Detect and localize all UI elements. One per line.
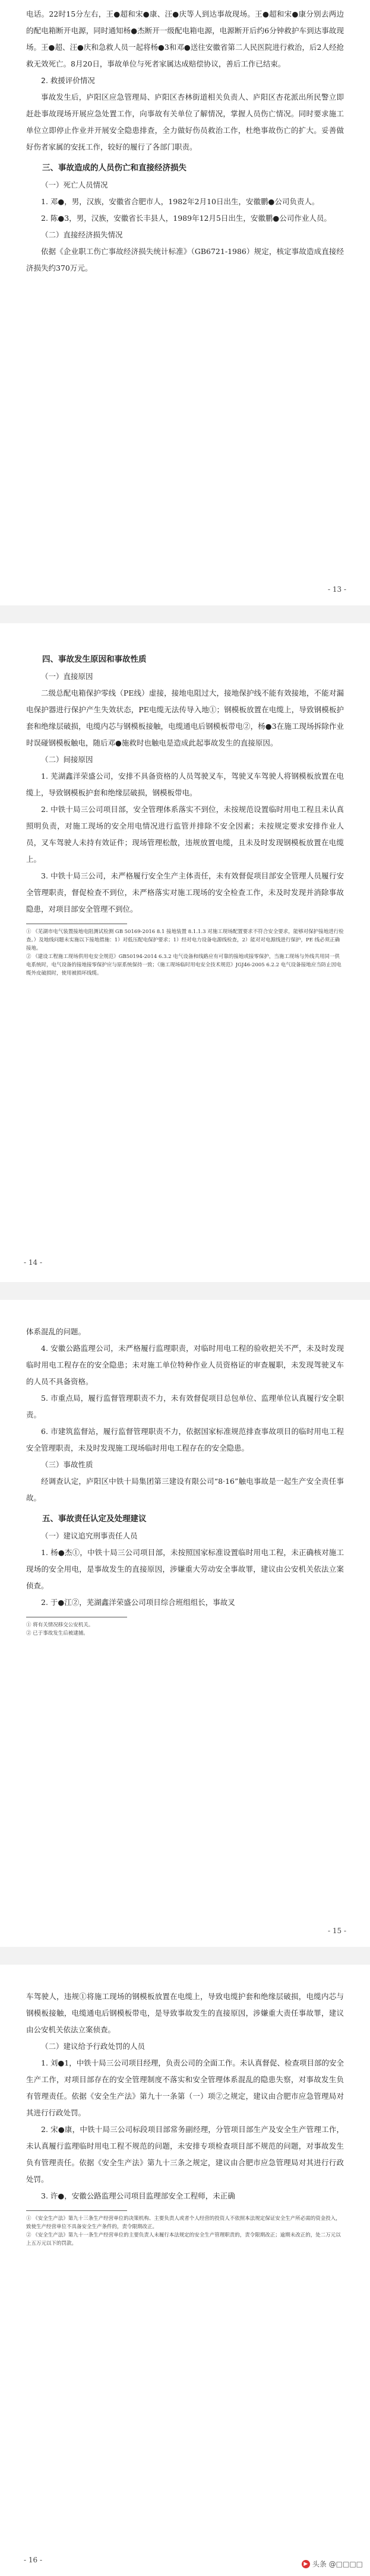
- paragraph: 2. 中铁十局三公司项目部，安全管理体系落实不到位，未按规范设置临时用电工程且未认真照明负责，对施工现场的安全用电情况进行监管并排除不安全因素；未按规定要求安排作业人员，叉车驾驶人未持有效证件；现场管理松散，违规放置电缆，且未及时发现钢模板放置在电缆上。: [26, 805, 344, 864]
- subsection-heading: （三）事故性质: [41, 1460, 93, 1469]
- paragraph: 事故发生后，庐阳区应急管理局、庐阳区杏林街道相关负责人、庐阳区杏花派出所民警立即赶赴事故现场开展应急处置工作，向事故有关单位了解情况，掌握人员伤亡情况。同时要求施工单位立即停止作业并开展安全隐患排查，全力做好伤员救治工作，杜绝事故伤亡的扩大。妥善做好伤者家属的安抚工作，较好的履行了各部门职责。: [26, 93, 344, 151]
- watermark-text: 头条 @□□□□: [312, 2560, 363, 2568]
- footnote: ② 已于事故发生后被逮捕。: [26, 1630, 88, 1636]
- paragraph: 经调查认定，庐阳区中铁十局集团第三建设有限公司“8·16”触电事故是一起生产安全责任事故。: [26, 1477, 344, 1502]
- section-heading: 2. 救援评价情况: [41, 76, 95, 85]
- subsection-heading: （一）死亡人员情况: [41, 180, 108, 189]
- page-separator: [0, 1947, 370, 1965]
- document-page-14: [0, 623, 370, 1282]
- paragraph: 1. 芜湖鑫洋荣盛公司，安排不具备资格的人员驾驶叉车，驾驶叉车驾驶人将钢模板放置在电缆上，导致钢模板护套和绝缘层破损，钢模板带电。: [26, 772, 344, 797]
- paragraph: 2. 宋●康，中铁十局三公司标段项目部常务副经理，分管项目部生产及安全生产管理工作，未认真履行监理临时用电工程不规范的问题，未安排专项检查项目部不规范的问题，对事故发生负有管理责任。依据《安全生产法》第九十三条之规定，建议由合肥市应急管理局对其进行行政处罚。: [26, 2125, 344, 2184]
- paragraph: 4. 安徽公路监理公司，未严格履行监理职责，对临时用电工程的验收把关不严，未及时发现临时用电工程存在的安全隐患；未对施工单位特种作业人员资格证的审查履职，未发现驾驶叉车的人员不具备资格。: [26, 1344, 344, 1386]
- page-separator: [0, 1282, 370, 1300]
- page-number: - 13 -: [327, 585, 346, 594]
- footnote: ① 《芜湖市电气装置接地电阻测试检测 GB 50169-2016 8.1 接地装置 8.1.1.3 对施工现场配置要求不符合安全要求，能够对保护接地进行检查。）及地线问题未实施以下接地措施：1）对低压配电保护要求；1）经对电力设备电源线检查，2）能对对电源线进行保护，PE 线必须正确接地。: [26, 929, 344, 951]
- document-page-13: [0, 0, 370, 605]
- page-separator: [0, 605, 370, 623]
- watermark: [302, 2559, 363, 2569]
- page-number: - 14 -: [24, 1258, 43, 1267]
- footnote: ① 将有关情况移交公安机关。: [26, 1622, 94, 1628]
- section-title: 四、事故发生原因和事故性质: [42, 655, 147, 664]
- paragraph: 电话。22时15分左右，王●超和宋●康、汪●庆等人到达事故现场。王●超和宋●康分别去两边的配电箱断开电源，同时通知杨●杰断开一级配电箱电源，电源断开后约6分钟救护车到达事故现场。王●超、汪●庆和急救人员一起将杨●3和邓●送往安徽省第二人民医院进行救治，后2人经抢救无效死亡。8月20日，事故单位与死者家属达成赔偿协议，善后工作已结束。: [26, 9, 344, 68]
- footnote: ② 《安全生产法》第九十一条生产经营单位的主要负责人未履行本法规定的安全生产管理职责的，责令限期改正；逾期未改正的，处二万元以上五万元以下的罚款。: [26, 2232, 341, 2247]
- paragraph: 依据《企业职工伤亡事故经济损失统计标准》（GB6721-1986）规定，核定事故造成直接经济损失约370万元。: [26, 247, 344, 272]
- paragraph: 二级总配电箱保护零线（PE线）虚接，接地电阻过大，接地保护线不能有效接地，不能对漏电保护器进行保护产生失效状态，PE电缆无法传导入地①；钢模板放置在电缆上，导致钢模板护套和绝缘层破损，电缆内芯与钢模板接触，电缆通电后钢模板带电②，杨●3在施工现场拆除作业时误碰钢模板触电，随后邓●施救时也触电是造成此起事故发生的直接原因。: [26, 689, 344, 747]
- paragraph: 1. 刘●1，中铁十局三公司项目经理，负责公司的全面工作。未认真督促、检查项目部的安全生产工作，对项目部存在的安全管理制度不落实和安全管理体系混乱的隐患失察，对事故发生负有管理责任。依据《安全生产法》第九十一条第（一）项②之规定，建议由合肥市应急管理局对其进行行政处罚。: [26, 2058, 344, 2117]
- paragraph: 2. 陈●3，男，汉族，安徽省长丰县人，1989年12月5日出生，安徽鹏●公司作业人员。: [41, 214, 331, 223]
- paragraph: 1. 邓●，男，汉族，安徽省合肥市人，1982年2月10日出生，安徽鹏●公司负责人。: [41, 197, 320, 206]
- paragraph: 2. 于●江②，芜湖鑫洋荣盛公司项目综合班组组长，事故叉: [41, 1598, 235, 1607]
- footnote-rule: [26, 2210, 127, 2211]
- toutiao-logo-icon: ▶: [302, 2560, 310, 2568]
- paragraph: 体系混乱的问题。: [26, 1327, 86, 1336]
- paragraph: 6. 市建筑监督站，履行监督管理职责不力，依据国家标准规范排查事故项目的临时用电工程安全管理职责，未及时发现施工现场临时用电工程存在的安全隐患。: [26, 1427, 344, 1452]
- document-page-15: [0, 1300, 370, 1947]
- paragraph: 车驾驶人，违规①将施工现场的钢模板放置在电缆上，导致电缆护套和绝缘层破损，电缆内芯与钢模板接触，电缆通电后钢模板带电，是导致事故发生的直接原因，涉嫌重大责任事故罪，建议由公安机关依法立案侦查。: [26, 1992, 344, 2034]
- subsection-heading: （二）建议给予行政处罚的人员: [41, 2042, 146, 2051]
- footnote: ① 《安全生产法》第九十三条生产经营单位的决策机构、主要负责人或者个人经营的投资人不依照本法规定保证安全生产所必需的资金投入，致使生产经营单位不具备安全生产条件的，责令限期改正。: [26, 2216, 341, 2230]
- page-number: - 16 -: [24, 2556, 43, 2564]
- paragraph: 1. 杨●杰①，中铁十局三公司项目部，未按照国家标准设置临时用电工程，未正确核对施工现场的安全用电，是事故发生的直接原因，涉嫌重大劳动安全事故罪，建议由公安机关依法立案侦查。: [26, 1548, 344, 1590]
- section-title: 五、事故责任认定及处理建议: [42, 1514, 147, 1524]
- footnote: ② 《建设工程施工现场供用电安全规范》GB50194-2014 6.3.2 电气设备和线路应有可靠的接地或接零保护，当施工现场与外线共用同一供电系统时，电气设备的接地接零保护应与原系统保持一致；《施工现场临时用电安全技术规范》JGJ46-2005 6.2.2 电气设备接地应当防止因电缆外皮破损时，使用被损坏线缆。: [26, 954, 341, 976]
- paragraph: 3. 许●，安徽公路监理公司项目监理部安全工程师，未正确: [41, 2191, 235, 2200]
- section-title: 三、事故造成的人员伤亡和直接经济损失: [42, 163, 186, 173]
- paragraph: 3. 中铁十局三公司，未严格履行安全生产主体责任，未有效督促项目部安全管理人员履行安全管理职责，督促检查不到位，未严格落实对施工现场的安全检查工作，未及时发现并消除事故隐患，对项目部安全管理不到位。: [26, 871, 344, 913]
- document-page-16: [0, 1965, 370, 2576]
- subsection-heading: （二）间接原因: [41, 755, 93, 764]
- page-number: - 15 -: [327, 1927, 346, 1935]
- subsection-heading: （二）直接经济损失情况: [41, 230, 123, 239]
- paragraph: 5. 市重点局，履行监督管理职责不力，未有效督促项目总包单位、监理单位认真履行安全职责。: [26, 1394, 344, 1419]
- subsection-heading: （一）建议追究刑事责任人员: [41, 1531, 138, 1540]
- subsection-heading: （一）直接原因: [41, 672, 93, 681]
